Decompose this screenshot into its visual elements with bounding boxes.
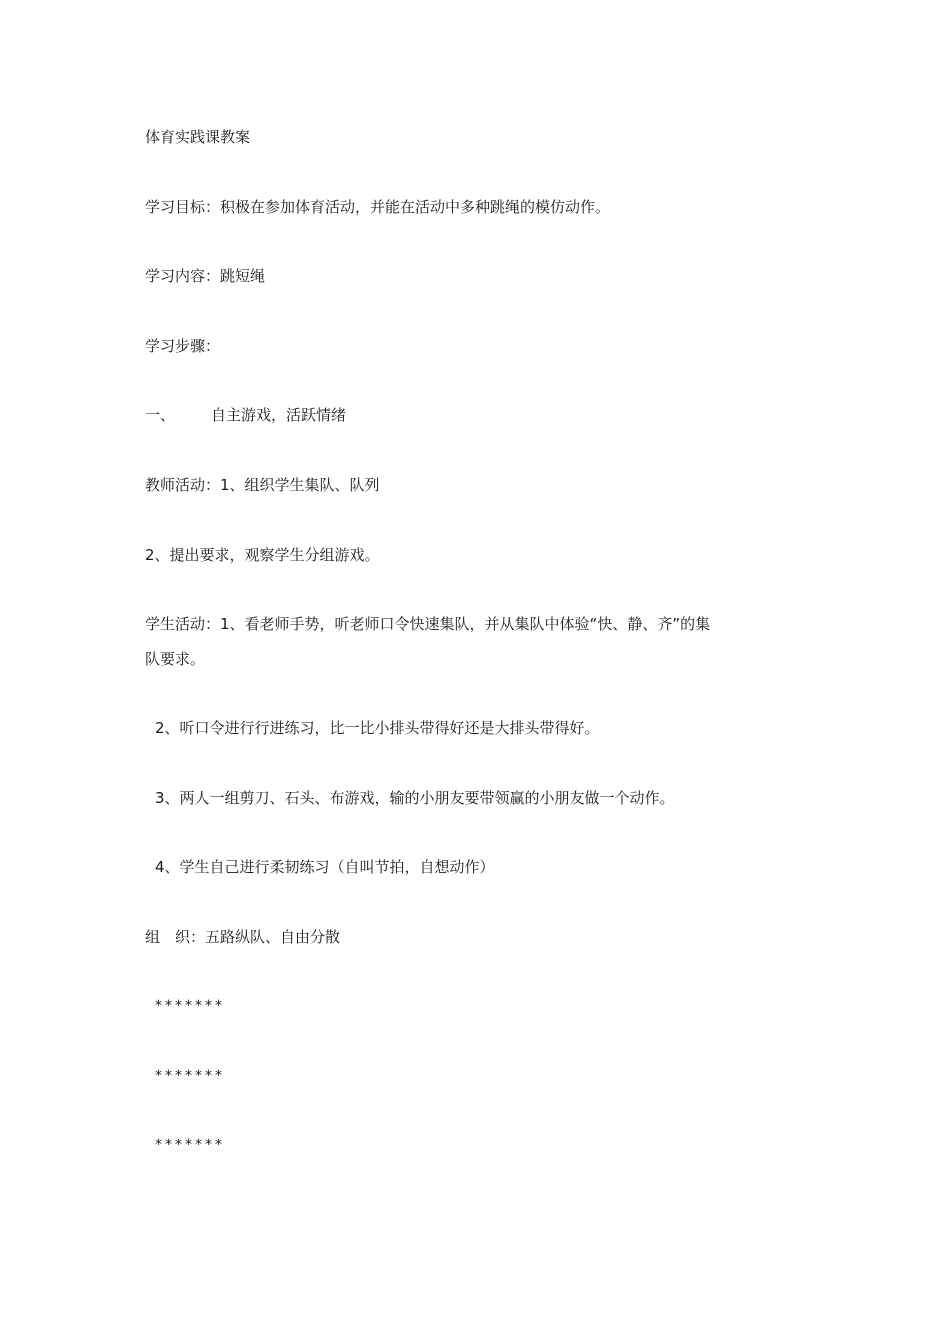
formation-row-1: ******* bbox=[155, 998, 225, 1014]
organization-line bbox=[145, 927, 340, 947]
organization-label-first: 组 bbox=[145, 928, 161, 946]
formation-row-3: ******* bbox=[155, 1137, 225, 1153]
learning-content: 学习内容：跳短绳 bbox=[145, 267, 266, 285]
section-heading bbox=[145, 405, 346, 425]
steps-heading: 学习步骤： bbox=[145, 337, 221, 355]
student-activity-2: 2、听口令进行行进练习，比一比小排头带得好还是大排头带得好。 bbox=[155, 719, 600, 737]
section-title: 自主游戏，活跃情绪 bbox=[211, 406, 347, 424]
teacher-activity-1: 教师活动：1、组织学生集队、队列 bbox=[145, 476, 380, 494]
teacher-activity-2: 2、提出要求，观察学生分组游戏。 bbox=[145, 546, 380, 564]
organization-label-rest: 织：五路纵队、自由分散 bbox=[175, 928, 341, 946]
student-activity-4: 4、学生自己进行柔韧练习（自叫节拍，自想动作） bbox=[155, 858, 495, 876]
formation-row-2: ******* bbox=[155, 1068, 225, 1084]
learning-goal: 学习目标：积极在参加体育活动，并能在活动中多种跳绳的模仿动作。 bbox=[145, 198, 611, 216]
student-activity-1-line1: 学生活动：1、看老师手势，听老师口令快速集队，并从集队中体验“快、静、齐”的集 bbox=[145, 615, 711, 633]
document-title: 体育实践课教案 bbox=[145, 128, 251, 146]
student-activity-3: 3、两人一组剪刀、石头、布游戏，输的小朋友要带领赢的小朋友做一个动作。 bbox=[155, 789, 675, 807]
student-activity-1-line2: 队要求。 bbox=[145, 650, 206, 668]
section-number: 一、 bbox=[145, 406, 176, 424]
